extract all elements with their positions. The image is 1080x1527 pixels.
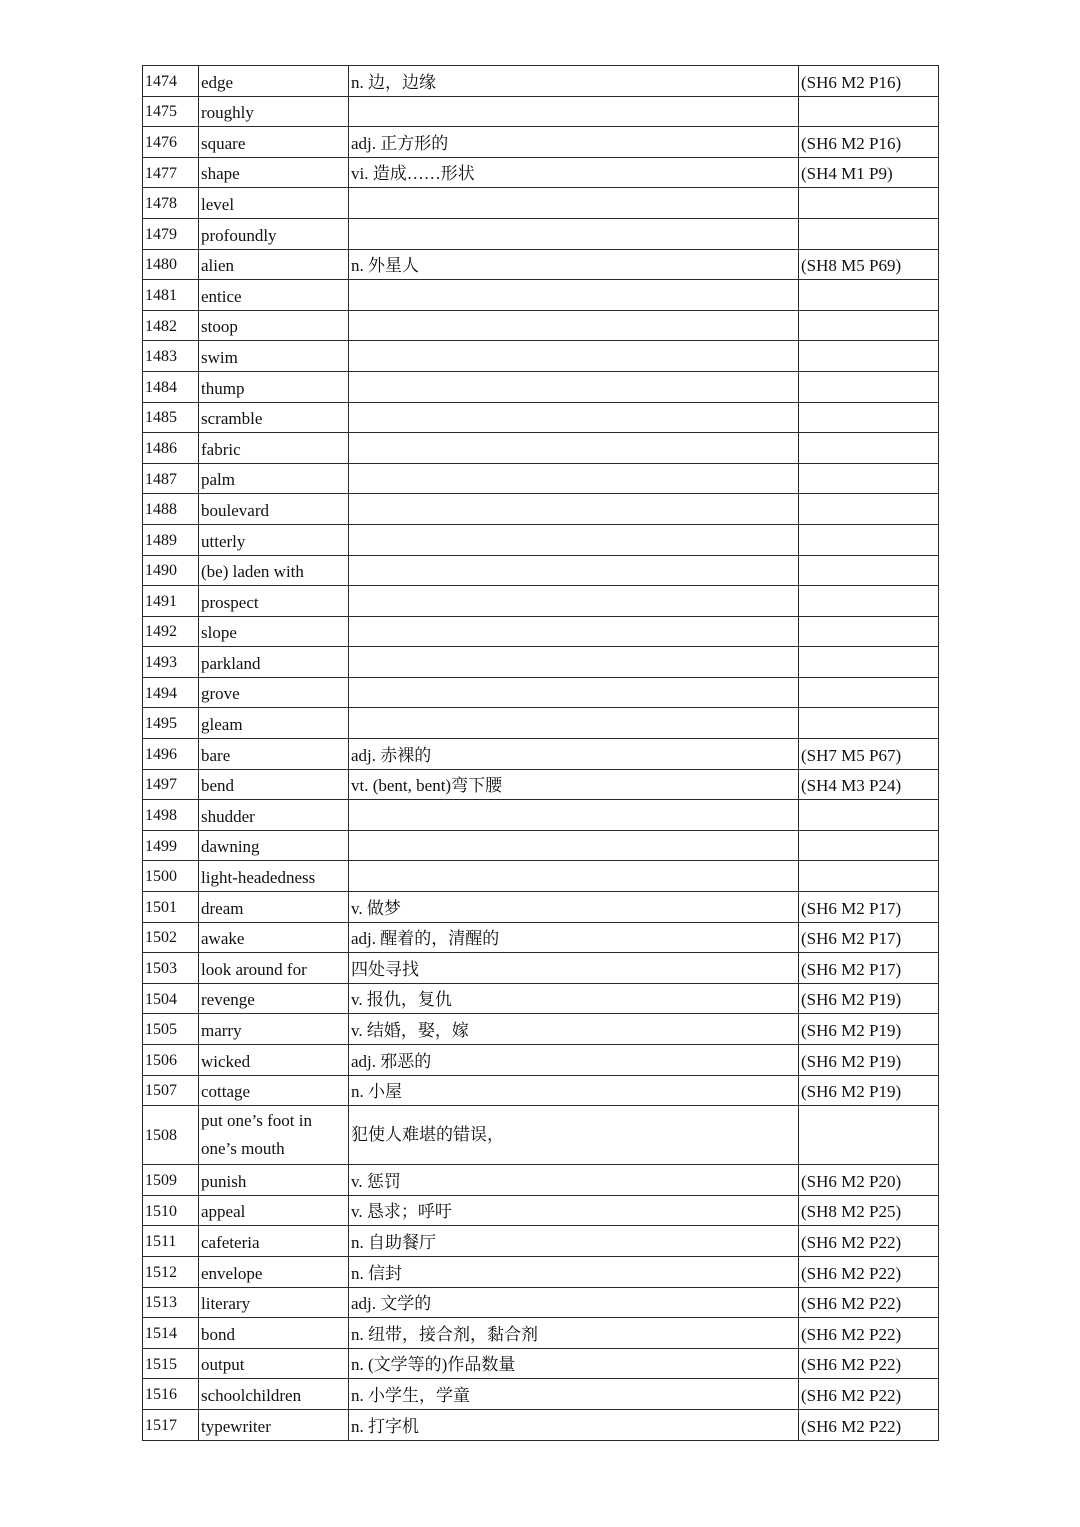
reference-cell: (SH6 M2 P22) [799, 1287, 939, 1318]
reference-cell: (SH6 M2 P20) [799, 1165, 939, 1196]
reference-cell: (SH4 M3 P24) [799, 769, 939, 800]
definition-cell [349, 800, 799, 831]
table-row [143, 188, 939, 219]
table-row [143, 830, 939, 861]
table-row [143, 677, 939, 708]
entry-number-cell: 1485 [143, 402, 199, 433]
table-row [143, 1348, 939, 1379]
definition-cell [349, 708, 799, 739]
word-cell: dream [199, 892, 349, 923]
reference-cell: (SH6 M2 P22) [799, 1379, 939, 1410]
reference-cell: (SH6 M2 P16) [799, 127, 939, 158]
reference-cell: (SH6 M2 P17) [799, 953, 939, 984]
entry-number-cell: 1515 [143, 1348, 199, 1379]
table-row [143, 524, 939, 555]
word-cell: prospect [199, 586, 349, 617]
reference-cell: (SH6 M2 P17) [799, 922, 939, 953]
definition-cell: n. 小屋 [349, 1075, 799, 1106]
reference-cell [799, 494, 939, 525]
entry-number-cell: 1514 [143, 1318, 199, 1349]
reference-cell [799, 188, 939, 219]
reference-cell [799, 524, 939, 555]
table-row [143, 983, 939, 1014]
reference-cell: (SH6 M2 P22) [799, 1318, 939, 1349]
entry-number-cell: 1516 [143, 1379, 199, 1410]
word-cell: schoolchildren [199, 1379, 349, 1410]
entry-number-cell: 1510 [143, 1195, 199, 1226]
table-row [143, 66, 939, 97]
definition-cell: n. 打字机 [349, 1409, 799, 1440]
entry-number-cell: 1512 [143, 1256, 199, 1287]
word-cell: typewriter [199, 1409, 349, 1440]
table-row [143, 555, 939, 586]
word-cell: dawning [199, 830, 349, 861]
word-cell: boulevard [199, 494, 349, 525]
table-row [143, 861, 939, 892]
table-row [143, 310, 939, 341]
entry-number-cell: 1487 [143, 463, 199, 494]
word-cell: alien [199, 249, 349, 280]
definition-cell [349, 830, 799, 861]
entry-number-cell: 1498 [143, 800, 199, 831]
entry-number-cell: 1479 [143, 218, 199, 249]
reference-cell [799, 341, 939, 372]
word-cell: edge [199, 66, 349, 97]
definition-cell [349, 188, 799, 219]
word-cell: revenge [199, 983, 349, 1014]
entry-number-cell: 1491 [143, 586, 199, 617]
word-cell: cafeteria [199, 1226, 349, 1257]
entry-number-cell: 1476 [143, 127, 199, 158]
table-row [143, 922, 939, 953]
definition-cell: adj. 文学的 [349, 1287, 799, 1318]
definition-cell: n. 外星人 [349, 249, 799, 280]
table-row [143, 280, 939, 311]
table-row [143, 616, 939, 647]
word-cell: thump [199, 371, 349, 402]
definition-cell [349, 677, 799, 708]
word-cell: grove [199, 677, 349, 708]
entry-number-cell: 1501 [143, 892, 199, 923]
reference-cell [799, 371, 939, 402]
reference-cell: (SH6 M2 P19) [799, 1045, 939, 1076]
definition-cell [349, 310, 799, 341]
definition-cell [349, 402, 799, 433]
table-row [143, 1409, 939, 1440]
entry-number-cell: 1499 [143, 830, 199, 861]
entry-number-cell: 1482 [143, 310, 199, 341]
definition-cell: v. 做梦 [349, 892, 799, 923]
word-cell: roughly [199, 96, 349, 127]
table-row [143, 586, 939, 617]
reference-cell [799, 616, 939, 647]
reference-cell [799, 708, 939, 739]
reference-cell: (SH6 M2 P22) [799, 1409, 939, 1440]
table-row [143, 371, 939, 402]
reference-cell [799, 96, 939, 127]
entry-number-cell: 1490 [143, 555, 199, 586]
entry-number-cell: 1497 [143, 769, 199, 800]
entry-number-cell: 1503 [143, 953, 199, 984]
table-row [143, 1256, 939, 1287]
definition-cell: vt. (bent, bent)弯下腰 [349, 769, 799, 800]
definition-cell [349, 433, 799, 464]
table-row [143, 1165, 939, 1196]
entry-number-cell: 1486 [143, 433, 199, 464]
word-cell: (be) laden with [199, 555, 349, 586]
word-cell: light-headedness [199, 861, 349, 892]
entry-number-cell: 1511 [143, 1226, 199, 1257]
word-cell: bend [199, 769, 349, 800]
entry-number-cell: 1506 [143, 1045, 199, 1076]
word-cell: wicked [199, 1045, 349, 1076]
definition-cell: adj. 醒着的，清醒的 [349, 922, 799, 953]
table-row [143, 1287, 939, 1318]
word-cell: entice [199, 280, 349, 311]
reference-cell: (SH6 M2 P19) [799, 1014, 939, 1045]
word-cell: literary [199, 1287, 349, 1318]
word-cell: shape [199, 157, 349, 188]
definition-cell: n. 信封 [349, 1256, 799, 1287]
reference-cell: (SH7 M5 P67) [799, 739, 939, 770]
definition-cell [349, 616, 799, 647]
definition-cell: v. 惩罚 [349, 1165, 799, 1196]
reference-cell [799, 402, 939, 433]
entry-number-cell: 1478 [143, 188, 199, 219]
table-row [143, 892, 939, 923]
definition-cell: n. 纽带，接合剂，黏合剂 [349, 1318, 799, 1349]
entry-number-cell: 1505 [143, 1014, 199, 1045]
word-cell: look around for [199, 953, 349, 984]
table-row [143, 341, 939, 372]
entry-number-cell: 1495 [143, 708, 199, 739]
table-row [143, 1045, 939, 1076]
word-cell: put one’s foot in one’s mouth [199, 1106, 349, 1165]
word-cell: scramble [199, 402, 349, 433]
entry-number-cell: 1492 [143, 616, 199, 647]
entry-number-cell: 1507 [143, 1075, 199, 1106]
definition-cell: adj. 邪恶的 [349, 1045, 799, 1076]
entry-number-cell: 1489 [143, 524, 199, 555]
entry-number-cell: 1509 [143, 1165, 199, 1196]
definition-cell: n. 小学生，学童 [349, 1379, 799, 1410]
word-cell: bond [199, 1318, 349, 1349]
definition-cell [349, 647, 799, 678]
definition-cell [349, 524, 799, 555]
word-cell: stoop [199, 310, 349, 341]
definition-cell: n. 自助餐厅 [349, 1226, 799, 1257]
word-cell: gleam [199, 708, 349, 739]
entry-number-cell: 1484 [143, 371, 199, 402]
reference-cell [799, 586, 939, 617]
reference-cell: (SH6 M2 P22) [799, 1256, 939, 1287]
word-cell: fabric [199, 433, 349, 464]
entry-number-cell: 1480 [143, 249, 199, 280]
word-cell: swim [199, 341, 349, 372]
reference-cell [799, 1106, 939, 1165]
reference-cell [799, 463, 939, 494]
definition-cell [349, 586, 799, 617]
reference-cell [799, 218, 939, 249]
table-row [143, 249, 939, 280]
entry-number-cell: 1508 [143, 1106, 199, 1165]
entry-number-cell: 1488 [143, 494, 199, 525]
reference-cell [799, 800, 939, 831]
definition-cell: vi. 造成……形状 [349, 157, 799, 188]
word-cell: profoundly [199, 218, 349, 249]
reference-cell: (SH6 M2 P22) [799, 1348, 939, 1379]
reference-cell: (SH4 M1 P9) [799, 157, 939, 188]
reference-cell: (SH6 M2 P16) [799, 66, 939, 97]
entry-number-cell: 1504 [143, 983, 199, 1014]
table-row [143, 127, 939, 158]
entry-number-cell: 1496 [143, 739, 199, 770]
definition-cell [349, 555, 799, 586]
table-row [143, 769, 939, 800]
entry-number-cell: 1483 [143, 341, 199, 372]
reference-cell: (SH6 M2 P22) [799, 1226, 939, 1257]
table-row [143, 1226, 939, 1257]
table-row [143, 1318, 939, 1349]
entry-number-cell: 1500 [143, 861, 199, 892]
reference-cell [799, 310, 939, 341]
word-cell: slope [199, 616, 349, 647]
reference-cell [799, 280, 939, 311]
reference-cell: (SH6 M2 P19) [799, 1075, 939, 1106]
entry-number-cell: 1475 [143, 96, 199, 127]
table-row [143, 708, 939, 739]
table-row [143, 1195, 939, 1226]
table-row [143, 494, 939, 525]
entry-number-cell: 1502 [143, 922, 199, 953]
entry-number-cell: 1474 [143, 66, 199, 97]
word-cell: awake [199, 922, 349, 953]
reference-cell [799, 861, 939, 892]
entry-number-cell: 1493 [143, 647, 199, 678]
word-cell: parkland [199, 647, 349, 678]
table-row [143, 800, 939, 831]
definition-cell: v. 报仇，复仇 [349, 983, 799, 1014]
word-cell: palm [199, 463, 349, 494]
entry-number-cell: 1517 [143, 1409, 199, 1440]
vocabulary-table-body [143, 66, 939, 1441]
definition-cell [349, 371, 799, 402]
word-cell: shudder [199, 800, 349, 831]
entry-number-cell: 1494 [143, 677, 199, 708]
entry-number-cell: 1481 [143, 280, 199, 311]
definition-cell: v. 结婚，娶，嫁 [349, 1014, 799, 1045]
reference-cell: (SH8 M5 P69) [799, 249, 939, 280]
word-cell: cottage [199, 1075, 349, 1106]
table-row [143, 1379, 939, 1410]
entry-number-cell: 1477 [143, 157, 199, 188]
table-row [143, 647, 939, 678]
reference-cell [799, 677, 939, 708]
reference-cell: (SH8 M2 P25) [799, 1195, 939, 1226]
definition-cell: 犯使人难堪的错误， [349, 1106, 799, 1165]
definition-cell: 四处寻找 [349, 953, 799, 984]
definition-cell: adj. 正方形的 [349, 127, 799, 158]
word-cell: utterly [199, 524, 349, 555]
definition-cell [349, 341, 799, 372]
definition-cell [349, 494, 799, 525]
definition-cell [349, 218, 799, 249]
table-row [143, 1014, 939, 1045]
table-row [143, 402, 939, 433]
definition-cell [349, 280, 799, 311]
reference-cell [799, 647, 939, 678]
definition-cell: adj. 赤裸的 [349, 739, 799, 770]
table-row [143, 953, 939, 984]
reference-cell [799, 555, 939, 586]
word-cell: bare [199, 739, 349, 770]
reference-cell [799, 433, 939, 464]
word-cell: square [199, 127, 349, 158]
word-cell: appeal [199, 1195, 349, 1226]
reference-cell [799, 830, 939, 861]
table-row [143, 96, 939, 127]
definition-cell: v. 恳求；呼吁 [349, 1195, 799, 1226]
reference-cell: (SH6 M2 P19) [799, 983, 939, 1014]
table-row [143, 157, 939, 188]
entry-number-cell: 1513 [143, 1287, 199, 1318]
word-cell: level [199, 188, 349, 219]
word-cell: marry [199, 1014, 349, 1045]
definition-cell [349, 861, 799, 892]
table-row [143, 433, 939, 464]
reference-cell: (SH6 M2 P17) [799, 892, 939, 923]
table-row [143, 739, 939, 770]
word-cell: envelope [199, 1256, 349, 1287]
vocabulary-table [142, 65, 939, 1441]
definition-cell: n. 边，边缘 [349, 66, 799, 97]
definition-cell [349, 463, 799, 494]
table-row [143, 1106, 939, 1165]
word-cell: output [199, 1348, 349, 1379]
table-row [143, 218, 939, 249]
word-cell: punish [199, 1165, 349, 1196]
definition-cell [349, 96, 799, 127]
table-row [143, 463, 939, 494]
table-row [143, 1075, 939, 1106]
definition-cell: n. (文学等的)作品数量 [349, 1348, 799, 1379]
